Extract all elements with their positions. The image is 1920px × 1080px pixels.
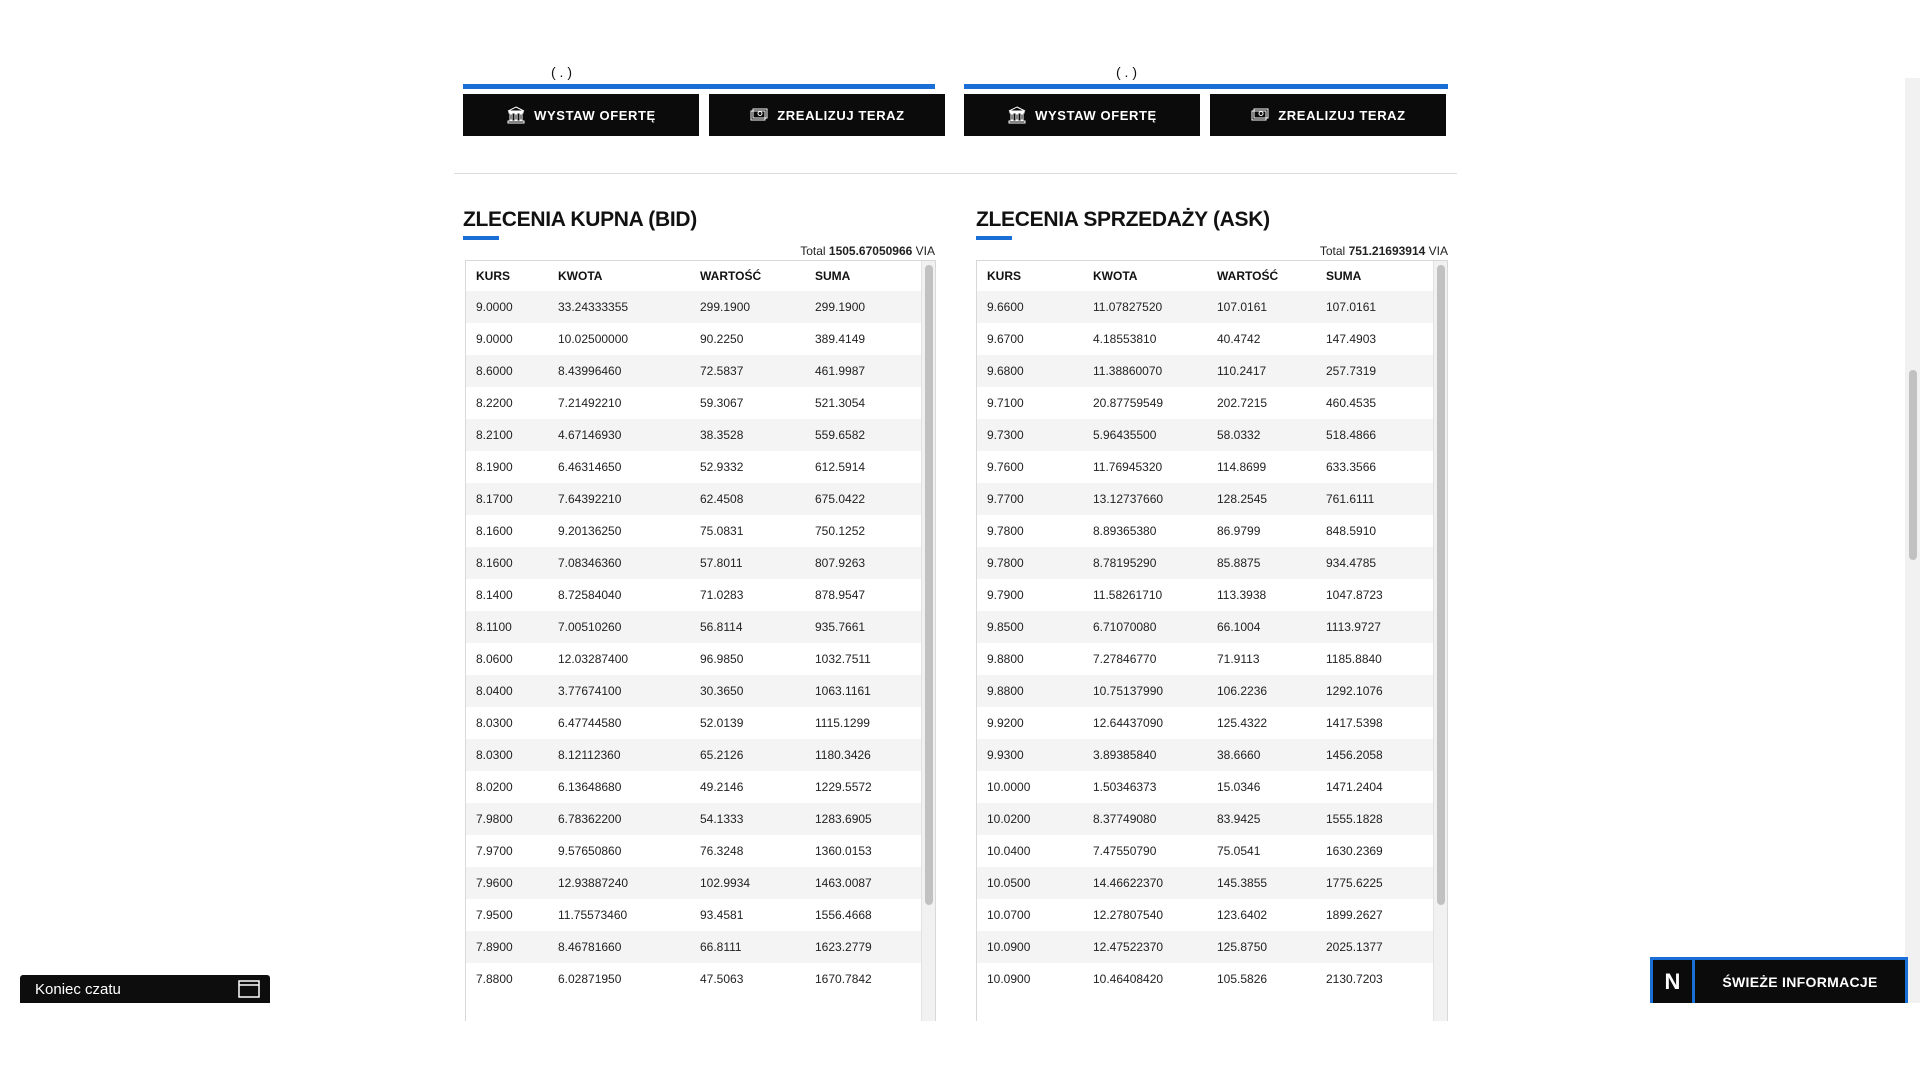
accent-bar bbox=[463, 84, 935, 89]
kurs-cell: 8.0300 bbox=[476, 748, 513, 762]
kwota-cell: 13.12737660 bbox=[1093, 492, 1164, 506]
suma-cell: 750.1252 bbox=[815, 524, 866, 538]
kwota-cell: 6.02871950 bbox=[558, 972, 622, 986]
table-header bbox=[466, 261, 935, 291]
kurs-cell: 9.7800 bbox=[987, 524, 1024, 538]
wartosc-cell: 102.9934 bbox=[700, 876, 751, 890]
col-suma: SUMA bbox=[1326, 269, 1362, 283]
suma-cell: 1229.5572 bbox=[815, 780, 872, 794]
kwota-cell: 7.47550790 bbox=[1093, 844, 1157, 858]
kurs-cell: 8.1600 bbox=[476, 524, 513, 538]
kurs-cell: 8.1100 bbox=[476, 620, 512, 634]
table-row[interactable] bbox=[466, 611, 935, 643]
wartosc-cell: 15.0346 bbox=[1217, 780, 1261, 794]
table-row[interactable] bbox=[466, 515, 935, 547]
ask-title: ZLECENIA SPRZEDAŻY (ASK) bbox=[976, 208, 1270, 231]
table-row[interactable] bbox=[466, 899, 935, 931]
suma-cell: 1556.4668 bbox=[815, 908, 872, 922]
kurs-cell: 10.0000 bbox=[987, 780, 1031, 794]
kwota-cell: 6.47744580 bbox=[558, 716, 622, 730]
suma-cell: 848.5910 bbox=[1326, 524, 1377, 538]
table-row[interactable] bbox=[466, 739, 935, 771]
suma-cell: 1463.0087 bbox=[815, 876, 872, 890]
kwota-cell: 6.46314650 bbox=[558, 460, 622, 474]
kwota-cell: 14.46622370 bbox=[1093, 876, 1164, 890]
kwota-cell: 9.20136250 bbox=[558, 524, 622, 538]
suma-cell: 1113.9727 bbox=[1326, 620, 1381, 634]
table-row[interactable] bbox=[466, 547, 935, 579]
cut-label: ( . ) bbox=[1116, 64, 1137, 80]
col-kurs: KURS bbox=[476, 269, 511, 283]
suma-cell: 612.5914 bbox=[815, 460, 866, 474]
kwota-cell: 9.57650860 bbox=[558, 844, 622, 858]
table-row[interactable] bbox=[977, 611, 1447, 643]
wartosc-cell: 83.9425 bbox=[1217, 812, 1261, 826]
kwota-cell: 1.50346373 bbox=[1093, 780, 1157, 794]
table-row[interactable] bbox=[977, 675, 1447, 707]
wartosc-cell: 62.4508 bbox=[700, 492, 744, 506]
wartosc-cell: 47.5063 bbox=[700, 972, 744, 986]
table-row[interactable] bbox=[466, 867, 935, 899]
table-row[interactable] bbox=[977, 355, 1447, 387]
suma-cell: 675.0422 bbox=[815, 492, 866, 506]
kurs-cell: 9.7800 bbox=[987, 556, 1024, 570]
suma-cell: 299.1900 bbox=[815, 300, 866, 314]
total-prefix: Total bbox=[800, 244, 826, 258]
kwota-cell: 7.00510260 bbox=[558, 620, 622, 634]
kwota-cell: 12.47522370 bbox=[1093, 940, 1164, 954]
wartosc-cell: 86.9799 bbox=[1217, 524, 1261, 538]
suma-cell: 1623.2779 bbox=[815, 940, 872, 954]
wartosc-cell: 52.9332 bbox=[700, 460, 744, 474]
wartosc-cell: 128.2545 bbox=[1217, 492, 1268, 506]
kwota-cell: 4.67146930 bbox=[558, 428, 622, 442]
table-row[interactable] bbox=[466, 451, 935, 483]
table-row[interactable] bbox=[466, 675, 935, 707]
wartosc-cell: 59.3067 bbox=[700, 396, 744, 410]
table-row[interactable] bbox=[977, 771, 1447, 803]
kurs-cell: 10.0900 bbox=[987, 940, 1031, 954]
wartosc-cell: 56.8114 bbox=[700, 620, 743, 634]
table-row[interactable] bbox=[466, 483, 935, 515]
kurs-cell: 10.0500 bbox=[987, 876, 1031, 890]
kurs-cell: 8.0600 bbox=[476, 652, 513, 666]
suma-cell: 807.9263 bbox=[815, 556, 866, 570]
kurs-cell: 9.7100 bbox=[987, 396, 1024, 410]
kurs-cell: 9.0000 bbox=[476, 332, 513, 346]
suma-cell: 1180.3426 bbox=[815, 748, 871, 762]
page-scroll-thumb[interactable] bbox=[1909, 370, 1917, 560]
wartosc-cell: 107.0161 bbox=[1217, 300, 1268, 314]
kwota-cell: 8.12112360 bbox=[558, 748, 621, 762]
wartosc-cell: 57.8011 bbox=[700, 556, 743, 570]
table-row[interactable] bbox=[466, 707, 935, 739]
wartosc-cell: 76.3248 bbox=[700, 844, 744, 858]
wartosc-cell: 110.2417 bbox=[1217, 364, 1267, 378]
kwota-cell: 5.96435500 bbox=[1093, 428, 1157, 442]
table-row[interactable] bbox=[466, 771, 935, 803]
wartosc-cell: 125.4322 bbox=[1217, 716, 1268, 730]
suma-cell: 878.9547 bbox=[815, 588, 866, 602]
table-row[interactable] bbox=[977, 547, 1447, 579]
kwota-cell: 11.07827520 bbox=[1093, 300, 1163, 314]
kwota-cell: 12.93887240 bbox=[558, 876, 629, 890]
kurs-cell: 7.9600 bbox=[476, 876, 513, 890]
kwota-cell: 8.37749080 bbox=[1093, 812, 1157, 826]
kurs-cell: 9.0000 bbox=[476, 300, 513, 314]
ask-total bbox=[1148, 244, 1448, 258]
kurs-cell: 10.0700 bbox=[987, 908, 1031, 922]
suma-cell: 1063.1161 bbox=[815, 684, 871, 698]
table-row[interactable] bbox=[977, 291, 1447, 323]
kurs-cell: 8.1600 bbox=[476, 556, 513, 570]
kurs-cell: 8.1900 bbox=[476, 460, 513, 474]
window-icon[interactable] bbox=[238, 980, 260, 998]
wartosc-cell: 66.1004 bbox=[1217, 620, 1261, 634]
wartosc-cell: 145.3855 bbox=[1217, 876, 1268, 890]
kurs-cell: 8.0300 bbox=[476, 716, 513, 730]
wartosc-cell: 125.8750 bbox=[1217, 940, 1268, 954]
wartosc-cell: 93.4581 bbox=[700, 908, 744, 922]
kurs-cell: 8.1700 bbox=[476, 492, 513, 506]
wartosc-cell: 54.1333 bbox=[700, 812, 744, 826]
table-row[interactable] bbox=[466, 835, 935, 867]
wartosc-cell: 90.2250 bbox=[700, 332, 744, 346]
col-kurs: KURS bbox=[987, 269, 1022, 283]
kurs-cell: 9.7700 bbox=[987, 492, 1024, 506]
scroll-thumb[interactable] bbox=[925, 265, 933, 905]
section-divider bbox=[454, 173, 1457, 174]
kwota-cell: 10.46408420 bbox=[1093, 972, 1164, 986]
table-header bbox=[977, 261, 1447, 291]
suma-cell: 935.7661 bbox=[815, 620, 866, 634]
kwota-cell: 6.71070080 bbox=[1093, 620, 1157, 634]
suma-cell: 761.6111 bbox=[1326, 492, 1375, 506]
kurs-cell: 8.2100 bbox=[476, 428, 513, 442]
table-row[interactable] bbox=[977, 963, 1447, 995]
suma-cell: 257.7319 bbox=[1326, 364, 1377, 378]
table-row[interactable] bbox=[977, 483, 1447, 515]
kurs-cell: 9.8800 bbox=[987, 684, 1024, 698]
wartosc-cell: 58.0332 bbox=[1217, 428, 1261, 442]
accent-bar bbox=[964, 84, 1448, 89]
kurs-cell: 10.0900 bbox=[987, 972, 1031, 986]
kwota-cell: 7.64392210 bbox=[558, 492, 622, 506]
suma-cell: 1283.6905 bbox=[815, 812, 872, 826]
suma-cell: 1185.8840 bbox=[1326, 652, 1382, 666]
kurs-cell: 7.9700 bbox=[476, 844, 513, 858]
suma-cell: 1471.2404 bbox=[1326, 780, 1383, 794]
suma-cell: 1417.5398 bbox=[1326, 716, 1383, 730]
ask-table[interactable] bbox=[976, 260, 1448, 1021]
bid-title: ZLECENIA KUPNA (BID) bbox=[463, 208, 697, 231]
wartosc-cell: 85.8875 bbox=[1217, 556, 1261, 570]
place-offer-button[interactable] bbox=[964, 94, 1200, 136]
kwota-cell: 11.38860070 bbox=[1093, 364, 1163, 378]
suma-cell: 147.4903 bbox=[1326, 332, 1377, 346]
kwota-cell: 8.43996460 bbox=[558, 364, 622, 378]
table-row[interactable] bbox=[977, 707, 1447, 739]
cut-label: ( . ) bbox=[551, 64, 572, 80]
kurs-cell: 9.8800 bbox=[987, 652, 1024, 666]
suma-cell: 389.4149 bbox=[815, 332, 866, 346]
kurs-cell: 8.0200 bbox=[476, 780, 513, 794]
kurs-cell: 7.9500 bbox=[476, 908, 513, 922]
kurs-cell: 8.0400 bbox=[476, 684, 513, 698]
place-offer-label: WYSTAW OFERTĘ bbox=[534, 107, 656, 123]
table-row[interactable] bbox=[466, 931, 935, 963]
suma-cell: 633.3566 bbox=[1326, 460, 1377, 474]
table-row[interactable] bbox=[977, 899, 1447, 931]
kwota-cell: 10.02500000 bbox=[558, 332, 629, 346]
suma-cell: 1115.1299 bbox=[815, 716, 870, 730]
table-row[interactable] bbox=[977, 323, 1447, 355]
kwota-cell: 11.75573460 bbox=[558, 908, 628, 922]
total-value: 1505.67050966 bbox=[828, 244, 913, 258]
kurs-cell: 9.7300 bbox=[987, 428, 1024, 442]
table-row[interactable] bbox=[977, 867, 1447, 899]
table-row[interactable] bbox=[466, 963, 935, 995]
place-offer-button[interactable] bbox=[463, 94, 699, 136]
execute-now-label: ZREALIZUJ TERAZ bbox=[1278, 107, 1406, 123]
table-row[interactable] bbox=[977, 579, 1447, 611]
kurs-cell: 9.8500 bbox=[987, 620, 1024, 634]
table-row[interactable] bbox=[466, 419, 935, 451]
suma-cell: 559.6582 bbox=[815, 428, 866, 442]
kwota-cell: 6.78362200 bbox=[558, 812, 622, 826]
kurs-cell: 7.9800 bbox=[476, 812, 513, 826]
table-row[interactable] bbox=[977, 419, 1447, 451]
kurs-cell: 9.7600 bbox=[987, 460, 1024, 474]
kwota-cell: 7.08346360 bbox=[558, 556, 622, 570]
table-row[interactable] bbox=[977, 451, 1447, 483]
suma-cell: 1292.1076 bbox=[1326, 684, 1383, 698]
table-row[interactable] bbox=[977, 515, 1447, 547]
wartosc-cell: 299.1900 bbox=[700, 300, 751, 314]
kurs-cell: 9.9300 bbox=[987, 748, 1024, 762]
wartosc-cell: 202.7215 bbox=[1217, 396, 1268, 410]
fresh-news-button[interactable] bbox=[1650, 957, 1908, 1003]
place-offer-label: WYSTAW OFERTĘ bbox=[1035, 107, 1157, 123]
wartosc-cell: 49.2146 bbox=[700, 780, 744, 794]
kwota-cell: 8.46781660 bbox=[558, 940, 622, 954]
col-kwota: KWOTA bbox=[558, 269, 603, 283]
suma-cell: 461.9987 bbox=[815, 364, 866, 378]
news-logo: N bbox=[1653, 960, 1695, 1003]
suma-cell: 1555.1828 bbox=[1326, 812, 1383, 826]
suma-cell: 1360.0153 bbox=[815, 844, 872, 858]
bank-icon bbox=[1007, 105, 1027, 125]
table-row[interactable] bbox=[977, 387, 1447, 419]
table-row[interactable] bbox=[977, 931, 1447, 963]
col-suma: SUMA bbox=[815, 269, 851, 283]
kwota-cell: 10.75137990 bbox=[1093, 684, 1164, 698]
kwota-cell: 12.27807540 bbox=[1093, 908, 1164, 922]
kwota-cell: 11.58261710 bbox=[1093, 588, 1163, 602]
wartosc-cell: 105.5826 bbox=[1217, 972, 1268, 986]
table-row[interactable] bbox=[977, 835, 1447, 867]
kwota-cell: 7.27846770 bbox=[1093, 652, 1157, 666]
kurs-cell: 7.8900 bbox=[476, 940, 513, 954]
table-row[interactable] bbox=[466, 355, 935, 387]
chat-widget[interactable] bbox=[20, 975, 270, 1003]
suma-cell: 934.4785 bbox=[1326, 556, 1377, 570]
wartosc-cell: 123.6402 bbox=[1217, 908, 1268, 922]
kwota-cell: 12.64437090 bbox=[1093, 716, 1164, 730]
kurs-cell: 9.6800 bbox=[987, 364, 1024, 378]
suma-cell: 1456.2058 bbox=[1326, 748, 1383, 762]
kwota-cell: 20.87759549 bbox=[1093, 396, 1164, 410]
wartosc-cell: 40.4742 bbox=[1217, 332, 1261, 346]
money-icon bbox=[1250, 105, 1270, 125]
kurs-cell: 10.0200 bbox=[987, 812, 1031, 826]
suma-cell: 521.3054 bbox=[815, 396, 866, 410]
kurs-cell: 7.8800 bbox=[476, 972, 513, 986]
title-underline bbox=[976, 236, 1012, 240]
suma-cell: 460.4535 bbox=[1326, 396, 1377, 410]
kurs-cell: 10.0400 bbox=[987, 844, 1031, 858]
total-value: 751.21693914 bbox=[1348, 244, 1426, 258]
col-wartosc: WARTOŚĆ bbox=[1217, 269, 1279, 283]
wartosc-cell: 106.2236 bbox=[1217, 684, 1268, 698]
title-underline bbox=[463, 236, 499, 240]
wartosc-cell: 72.5837 bbox=[700, 364, 744, 378]
wartosc-cell: 75.0541 bbox=[1217, 844, 1261, 858]
wartosc-cell: 114.8699 bbox=[1217, 460, 1267, 474]
kwota-cell: 8.78195290 bbox=[1093, 556, 1157, 570]
kurs-cell: 8.6000 bbox=[476, 364, 513, 378]
table-row[interactable] bbox=[977, 803, 1447, 835]
suma-cell: 1775.6225 bbox=[1326, 876, 1383, 890]
kurs-cell: 8.1400 bbox=[476, 588, 513, 602]
total-unit: VIA bbox=[1428, 244, 1448, 258]
table-row[interactable] bbox=[466, 323, 935, 355]
money-icon bbox=[749, 105, 769, 125]
table-row[interactable] bbox=[466, 387, 935, 419]
kwota-cell: 8.89365380 bbox=[1093, 524, 1157, 538]
kwota-cell: 12.03287400 bbox=[558, 652, 629, 666]
table-row[interactable] bbox=[466, 579, 935, 611]
kurs-cell: 8.2200 bbox=[476, 396, 513, 410]
kwota-cell: 11.76945320 bbox=[1093, 460, 1163, 474]
wartosc-cell: 52.0139 bbox=[700, 716, 744, 730]
table-scrollbar[interactable] bbox=[1433, 261, 1447, 1021]
execute-now-button[interactable] bbox=[1210, 94, 1446, 136]
news-label: ŚWIEŻE INFORMACJE bbox=[1722, 973, 1878, 990]
chat-label: Koniec czatu bbox=[35, 980, 121, 998]
scroll-thumb[interactable] bbox=[1437, 265, 1445, 905]
wartosc-cell: 38.6660 bbox=[1217, 748, 1261, 762]
wartosc-cell: 113.3938 bbox=[1217, 588, 1267, 602]
kwota-cell: 7.21492210 bbox=[558, 396, 622, 410]
ask-rows bbox=[977, 291, 1447, 995]
suma-cell: 107.0161 bbox=[1326, 300, 1377, 314]
suma-cell: 518.4866 bbox=[1326, 428, 1377, 442]
kurs-cell: 9.9200 bbox=[987, 716, 1024, 730]
table-row[interactable] bbox=[977, 739, 1447, 771]
page-viewport bbox=[0, 64, 1905, 1003]
execute-now-button[interactable] bbox=[709, 94, 945, 136]
suma-cell: 2130.7203 bbox=[1326, 972, 1383, 986]
bid-total bbox=[635, 244, 935, 258]
wartosc-cell: 75.0831 bbox=[700, 524, 744, 538]
table-row[interactable] bbox=[466, 643, 935, 675]
total-unit: VIA bbox=[915, 244, 935, 258]
wartosc-cell: 38.3528 bbox=[700, 428, 744, 442]
suma-cell: 1032.7511 bbox=[815, 652, 871, 666]
wartosc-cell: 66.8111 bbox=[700, 940, 742, 954]
suma-cell: 2025.1377 bbox=[1326, 940, 1383, 954]
kurs-cell: 9.7900 bbox=[987, 588, 1024, 602]
suma-cell: 1670.7842 bbox=[815, 972, 872, 986]
execute-now-label: ZREALIZUJ TERAZ bbox=[777, 107, 905, 123]
table-row[interactable] bbox=[977, 643, 1447, 675]
table-row[interactable] bbox=[466, 803, 935, 835]
wartosc-cell: 71.0283 bbox=[700, 588, 744, 602]
wartosc-cell: 30.3650 bbox=[700, 684, 744, 698]
total-prefix: Total bbox=[1319, 244, 1346, 258]
suma-cell: 1899.2627 bbox=[1326, 908, 1383, 922]
bank-icon bbox=[506, 105, 526, 125]
suma-cell: 1630.2369 bbox=[1326, 844, 1383, 858]
bid-rows bbox=[466, 291, 935, 995]
kurs-cell: 9.6700 bbox=[987, 332, 1024, 346]
kwota-cell: 8.72584040 bbox=[558, 588, 622, 602]
wartosc-cell: 96.9850 bbox=[700, 652, 744, 666]
kwota-cell: 6.13648680 bbox=[558, 780, 622, 794]
kwota-cell: 33.24333355 bbox=[558, 300, 629, 314]
table-row[interactable] bbox=[466, 291, 935, 323]
table-scrollbar[interactable] bbox=[921, 261, 935, 1021]
kurs-cell: 9.6600 bbox=[987, 300, 1024, 314]
col-kwota: KWOTA bbox=[1093, 269, 1138, 283]
kwota-cell: 3.89385840 bbox=[1093, 748, 1157, 762]
kwota-cell: 4.18553810 bbox=[1093, 332, 1157, 346]
kwota-cell: 3.77674100 bbox=[558, 684, 622, 698]
bid-table[interactable] bbox=[465, 260, 936, 1021]
wartosc-cell: 65.2126 bbox=[700, 748, 744, 762]
suma-cell: 1047.8723 bbox=[1326, 588, 1383, 602]
wartosc-cell: 71.9113 bbox=[1217, 652, 1260, 666]
col-wartosc: WARTOŚĆ bbox=[700, 269, 762, 283]
